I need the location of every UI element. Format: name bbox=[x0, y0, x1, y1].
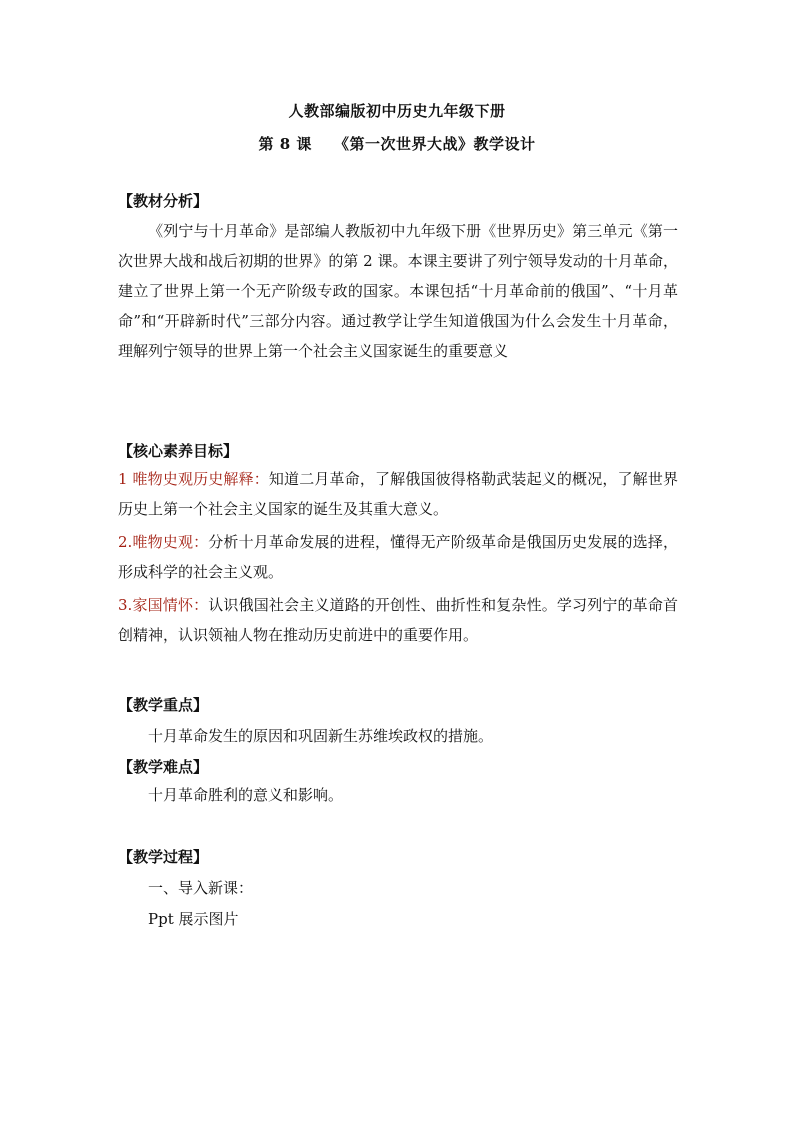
lesson-topic: 《第一次世界大战》教学设计 bbox=[333, 135, 536, 153]
goal-item-2 bbox=[118, 527, 678, 587]
process-step-1: 一、导入新课： bbox=[148, 879, 254, 897]
goal-label-2: 2.唯物史观： bbox=[118, 533, 209, 551]
goal-label-1: 1 唯物史观历史解释： bbox=[118, 470, 269, 488]
goal-text-3: 认识俄国社会主义道路的开创性、曲折性和复杂性。学习列宁的革命首创精神，认识领袖人物在推动历史前进中的重要作用。 bbox=[118, 596, 678, 644]
goal-text-1: 知道二月革命，了解俄国彼得格勒武装起义的概况，了解世界历史上第一个社会主义国家的诞生及其重大意义。 bbox=[118, 470, 678, 518]
analysis-heading: 【教材分析】 bbox=[118, 192, 209, 210]
process-heading: 【教学过程】 bbox=[118, 848, 209, 866]
lesson-number: 第 8 课 bbox=[258, 135, 312, 153]
process-step-1-detail: Ppt 展示图片 bbox=[148, 910, 239, 928]
goal-label-3: 3.家国情怀： bbox=[118, 596, 209, 614]
difficulties-heading: 【教学难点】 bbox=[118, 758, 209, 776]
document-title: 人教部编版初中历史九年级下册 bbox=[288, 102, 506, 120]
goal-text-2: 分析十月革命发展的进程，懂得无产阶级革命是俄国历史发展的选择，形成科学的社会主义观。 bbox=[118, 533, 678, 581]
goals-heading: 【核心素养目标】 bbox=[118, 442, 239, 460]
key-points-text: 十月革命发生的原因和巩固新生苏维埃政权的措施。 bbox=[148, 727, 494, 745]
key-points-heading: 【教学重点】 bbox=[118, 696, 209, 714]
goal-item-1 bbox=[118, 464, 678, 524]
analysis-text: 《列宁与十月革命》是部编人教版初中九年级下册《世界历史》第三单元《第一次世界大战和战后初期的世界》的第 2 课。本课主要讲了列宁领导发动的十月革命，建立了世界上第一个无产阶级专政的国家。本课包括“十月革命前的俄国”、“十月革命”和“开辟新时代”三部分内容。通过教学让学生知道俄国为什么会发生十月革命，理解列宁领导的世界上第一个社会主义国家诞生的重要意义 bbox=[118, 222, 678, 360]
difficulties-text: 十月革命胜利的意义和影响。 bbox=[148, 786, 344, 804]
goal-item-3 bbox=[118, 590, 678, 650]
analysis-paragraph bbox=[118, 216, 678, 366]
lesson-title bbox=[0, 133, 794, 154]
